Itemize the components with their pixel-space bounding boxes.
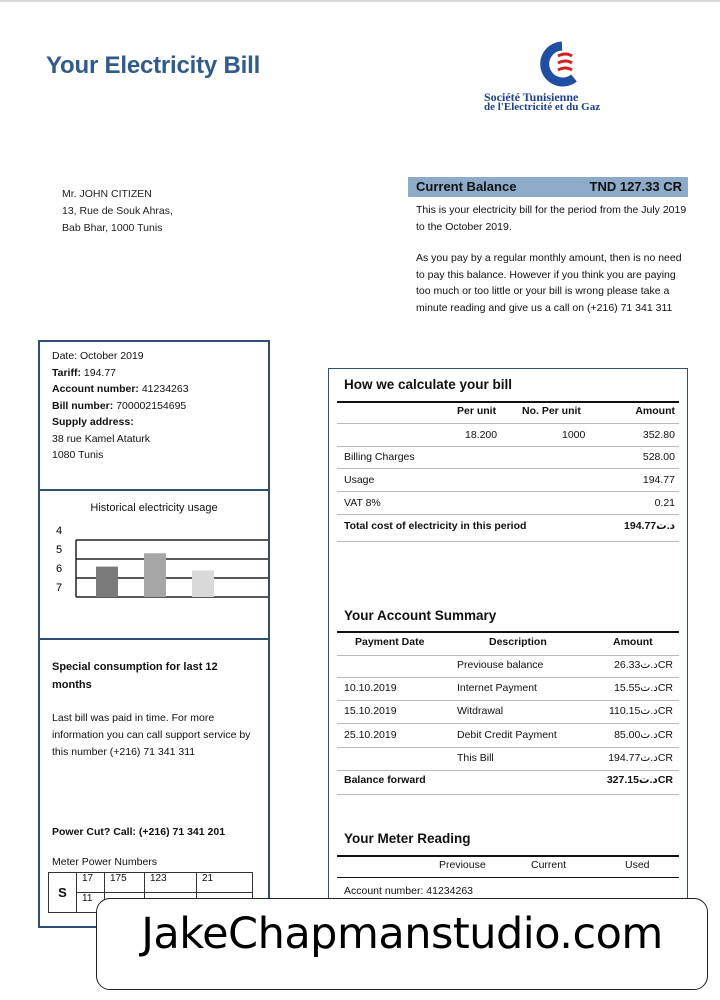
logo-line-1: Société Tunisienne	[484, 90, 579, 104]
calc-total-amount: د.ت194.77	[624, 520, 675, 532]
calc-col-per-unit: Per unit	[457, 405, 497, 417]
tariff-value: 194.77	[83, 366, 117, 379]
meter-col-previous: Previouse	[439, 859, 486, 871]
calc-row-amount: 528.00	[642, 451, 675, 463]
summary-col-amount: Amount	[613, 636, 653, 648]
customer-name: Mr. JOHN CITIZEN	[62, 188, 152, 200]
logo-line-2: de l'Electricité et du Gaz	[484, 101, 601, 113]
customer-city: Bab Bhar, 1000 Tunis	[62, 222, 163, 234]
balance-text-2: As you pay by a regular monthly amount, then is no need to pay this balance. However if you think you are paying too much or too little or your bill is wrong please take a minute reading and give us a call on (+216) 71 341 311	[416, 252, 682, 314]
tariff-label: Tariff:	[52, 366, 81, 379]
calc-no-per-unit-value: 1000	[562, 429, 586, 441]
calc-col-no-per-unit: No. Per unit	[522, 405, 581, 417]
chart-bars	[96, 553, 214, 597]
meter-cell: 123	[145, 873, 197, 893]
meter-reading-heading: Your Meter Reading	[344, 831, 471, 846]
calc-col-amount: Amount	[635, 405, 675, 417]
current-balance-amount: TND 127.33 CR	[589, 179, 682, 194]
steg-logo-icon	[532, 40, 580, 88]
meter-numbers-heading: Meter Power Numbers	[52, 856, 158, 868]
supply-address-label: Supply address:	[52, 416, 134, 428]
customer-street: 13, Rue de Souk Ahras,	[62, 205, 173, 217]
meter-header-rule	[337, 855, 679, 857]
account-summary-heading: Your Account Summary	[344, 608, 497, 623]
summary-row-amount: د.ت26.33CR	[614, 659, 673, 671]
chart-tick-label: 7	[56, 582, 63, 594]
bill-number-line	[52, 398, 189, 415]
calc-row-label: Usage	[344, 474, 375, 486]
calc-row-label: Billing Charges	[344, 451, 415, 463]
summary-row-desc: Previouse balance	[457, 659, 544, 671]
supply-address-line-1: 38 rue Kamel Ataturk	[52, 432, 151, 445]
bill-title: Your Electricity Bill	[46, 52, 261, 79]
summary-row-amount: د.ت194.77CR	[608, 752, 673, 764]
calc-total-label: Total cost of electricity in this period	[344, 520, 527, 532]
summary-row-desc: Internet Payment	[457, 682, 537, 694]
calc-row-amount: 194.77	[642, 474, 675, 486]
meter-cell: 21	[197, 873, 253, 893]
left-info-panel	[38, 340, 270, 928]
tariff-line	[52, 365, 189, 382]
account-value: 41234263	[141, 383, 189, 395]
summary-col-date: Payment Date	[355, 636, 425, 648]
watermark-banner	[96, 898, 708, 990]
balance-forward-amount: د.ت327.15CR	[606, 774, 673, 786]
panel-divider	[40, 489, 268, 491]
balance-text-1: This is your electricity bill for the period from the July 2019 to the October 2019.	[416, 204, 687, 233]
bill-date: Date: October 2019	[52, 350, 144, 362]
chart-tick-label: 4	[56, 525, 63, 537]
right-bill-panel	[328, 368, 688, 928]
meter-cell: 175	[105, 873, 145, 893]
meter-cell: 17	[77, 873, 105, 893]
chart-tick-label: 5	[56, 544, 63, 556]
meter-col-used: Used	[625, 859, 650, 871]
summary-row-desc: This Bill	[457, 752, 494, 764]
balance-description	[416, 202, 688, 331]
supply-address-line-2: 1080 Tunis	[52, 449, 104, 461]
calc-header-rule	[337, 401, 679, 403]
chart-ticks	[56, 525, 62, 594]
bill-info	[52, 348, 189, 464]
chart-tick-label: 6	[56, 563, 63, 575]
balance-forward-label: Balance forward	[344, 774, 426, 786]
usage-chart	[48, 520, 270, 620]
current-balance-label: Current Balance	[416, 179, 517, 194]
meter-cell: 11	[77, 893, 105, 913]
calc-row-label: VAT 8%	[344, 497, 381, 509]
special-consumption-heading: Special consumption for last 12 months	[52, 661, 218, 691]
steg-logo	[482, 40, 642, 120]
summary-row-amount: د.ت85.00CR	[614, 729, 673, 741]
meter-account-number: Account number: 41234263	[344, 885, 474, 897]
summary-row-amount: د.ت110.15CR	[609, 705, 673, 717]
account-label: Account number:	[52, 383, 139, 395]
summary-col-description: Description	[489, 636, 547, 648]
bill-number-value: 700002154695	[116, 399, 187, 412]
current-balance-bar	[408, 177, 688, 197]
watermark-text: JakeChapmanstudio.com	[141, 909, 663, 959]
top-border	[0, 0, 720, 2]
summary-row-date: 10.10.2019	[344, 682, 397, 694]
bill-number-label: Bill number:	[52, 399, 114, 412]
chart-title: Historical electricity usage	[90, 502, 218, 514]
meter-col-current: Current	[531, 859, 567, 871]
summary-header-rule	[337, 631, 679, 633]
summary-row-desc: Debit Credit Payment	[457, 729, 557, 741]
account-line	[52, 381, 189, 398]
calc-heading: How we calculate your bill	[344, 377, 513, 392]
summary-row-date: 15.10.2019	[344, 705, 397, 717]
chart-bar	[144, 553, 166, 597]
panel-divider	[40, 638, 268, 640]
meter-s-cell: S	[49, 873, 77, 913]
special-consumption-text: Last bill was paid in time. For more information you can call support service by this number (+216) 71 341 311	[52, 712, 251, 758]
summary-row-desc: Witdrawal	[457, 705, 504, 717]
summary-row-date: 25.10.2019	[344, 729, 397, 741]
calc-per-unit-value: 18.200	[465, 429, 498, 441]
chart-bar	[192, 570, 214, 597]
chart-bar	[96, 567, 118, 597]
calc-row-amount: 0.21	[654, 497, 675, 509]
calc-amount-value: 352.80	[642, 429, 675, 441]
power-cut-line: Power Cut? Call: (+216) 71 341 201	[52, 826, 226, 838]
customer-address	[62, 186, 173, 237]
summary-row-amount: د.ت15.55CR	[614, 682, 673, 694]
